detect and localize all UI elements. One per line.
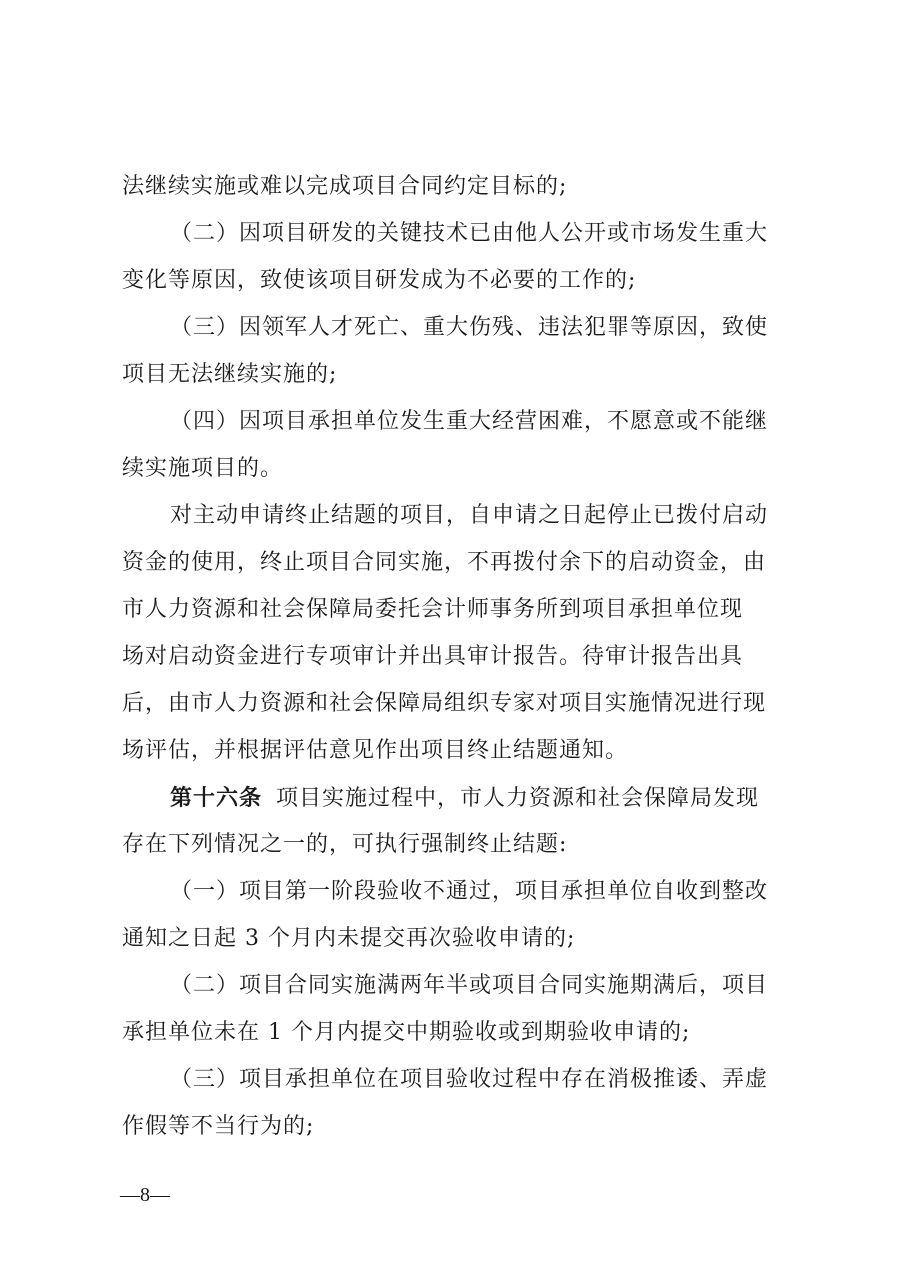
text-line: 市人力资源和社会保障局委托会计师事务所到项目承担单位现	[122, 597, 744, 622]
text-line: 法继续实施或难以完成项目合同约定目标的;	[122, 174, 568, 199]
text-line: 存在下列情况之一的，可执行强制终止结题:	[122, 832, 568, 857]
text-line: 后，由市人力资源和社会保障局组织专家对项目实施情况进行现	[122, 691, 767, 716]
text-line: 项目实施过程中，市人力资源和社会保障局发现	[276, 786, 760, 811]
text-line: 承担单位未在 1 个月内提交中期验收或到期验收申请的;	[122, 1020, 691, 1045]
text-line: 资金的使用，终止项目合同实施，不再拨付余下的启动资金，由	[122, 550, 767, 575]
text-line: （三）因领军人才死亡、重大伤残、违法犯罪等原因，致使	[170, 315, 769, 340]
article-heading: 第十六条	[170, 785, 263, 811]
text-line: （二）因项目研发的关键技术已由他人公开或市场发生重大	[170, 221, 769, 246]
page-number: —8—	[120, 1184, 170, 1206]
text-line: （四）因项目承担单位发生重大经营困难，不愿意或不能继	[170, 409, 769, 434]
text-line: 续实施项目的。	[122, 456, 284, 481]
text-line: 作假等不当行为的;	[122, 1114, 315, 1139]
text-line: 场评估，并根据评估意见作出项目终止结题通知。	[122, 738, 629, 763]
text-line: （二）项目合同实施满两年半或项目合同实施期满后，项目	[170, 973, 769, 998]
text-line: （三）项目承担单位在项目验收过程中存在消极推诿、弄虚	[170, 1067, 769, 1092]
text-line: （一）项目第一阶段验收不通过，项目承担单位自收到整改	[170, 879, 769, 904]
text-line: 项目无法继续实施的;	[122, 362, 338, 387]
text-line: 场对启动资金进行专项审计并出具审计报告。待审计报告出具	[122, 644, 744, 669]
article-line	[170, 783, 802, 814]
text-line: 变化等原因，致使该项目研发成为不必要的工作的;	[122, 268, 637, 293]
text-line: 对主动申请终止结题的项目，自申请之日起停止已拨付启动	[170, 503, 769, 528]
text-line: 通知之日起 3 个月内未提交再次验收申请的;	[122, 926, 576, 951]
